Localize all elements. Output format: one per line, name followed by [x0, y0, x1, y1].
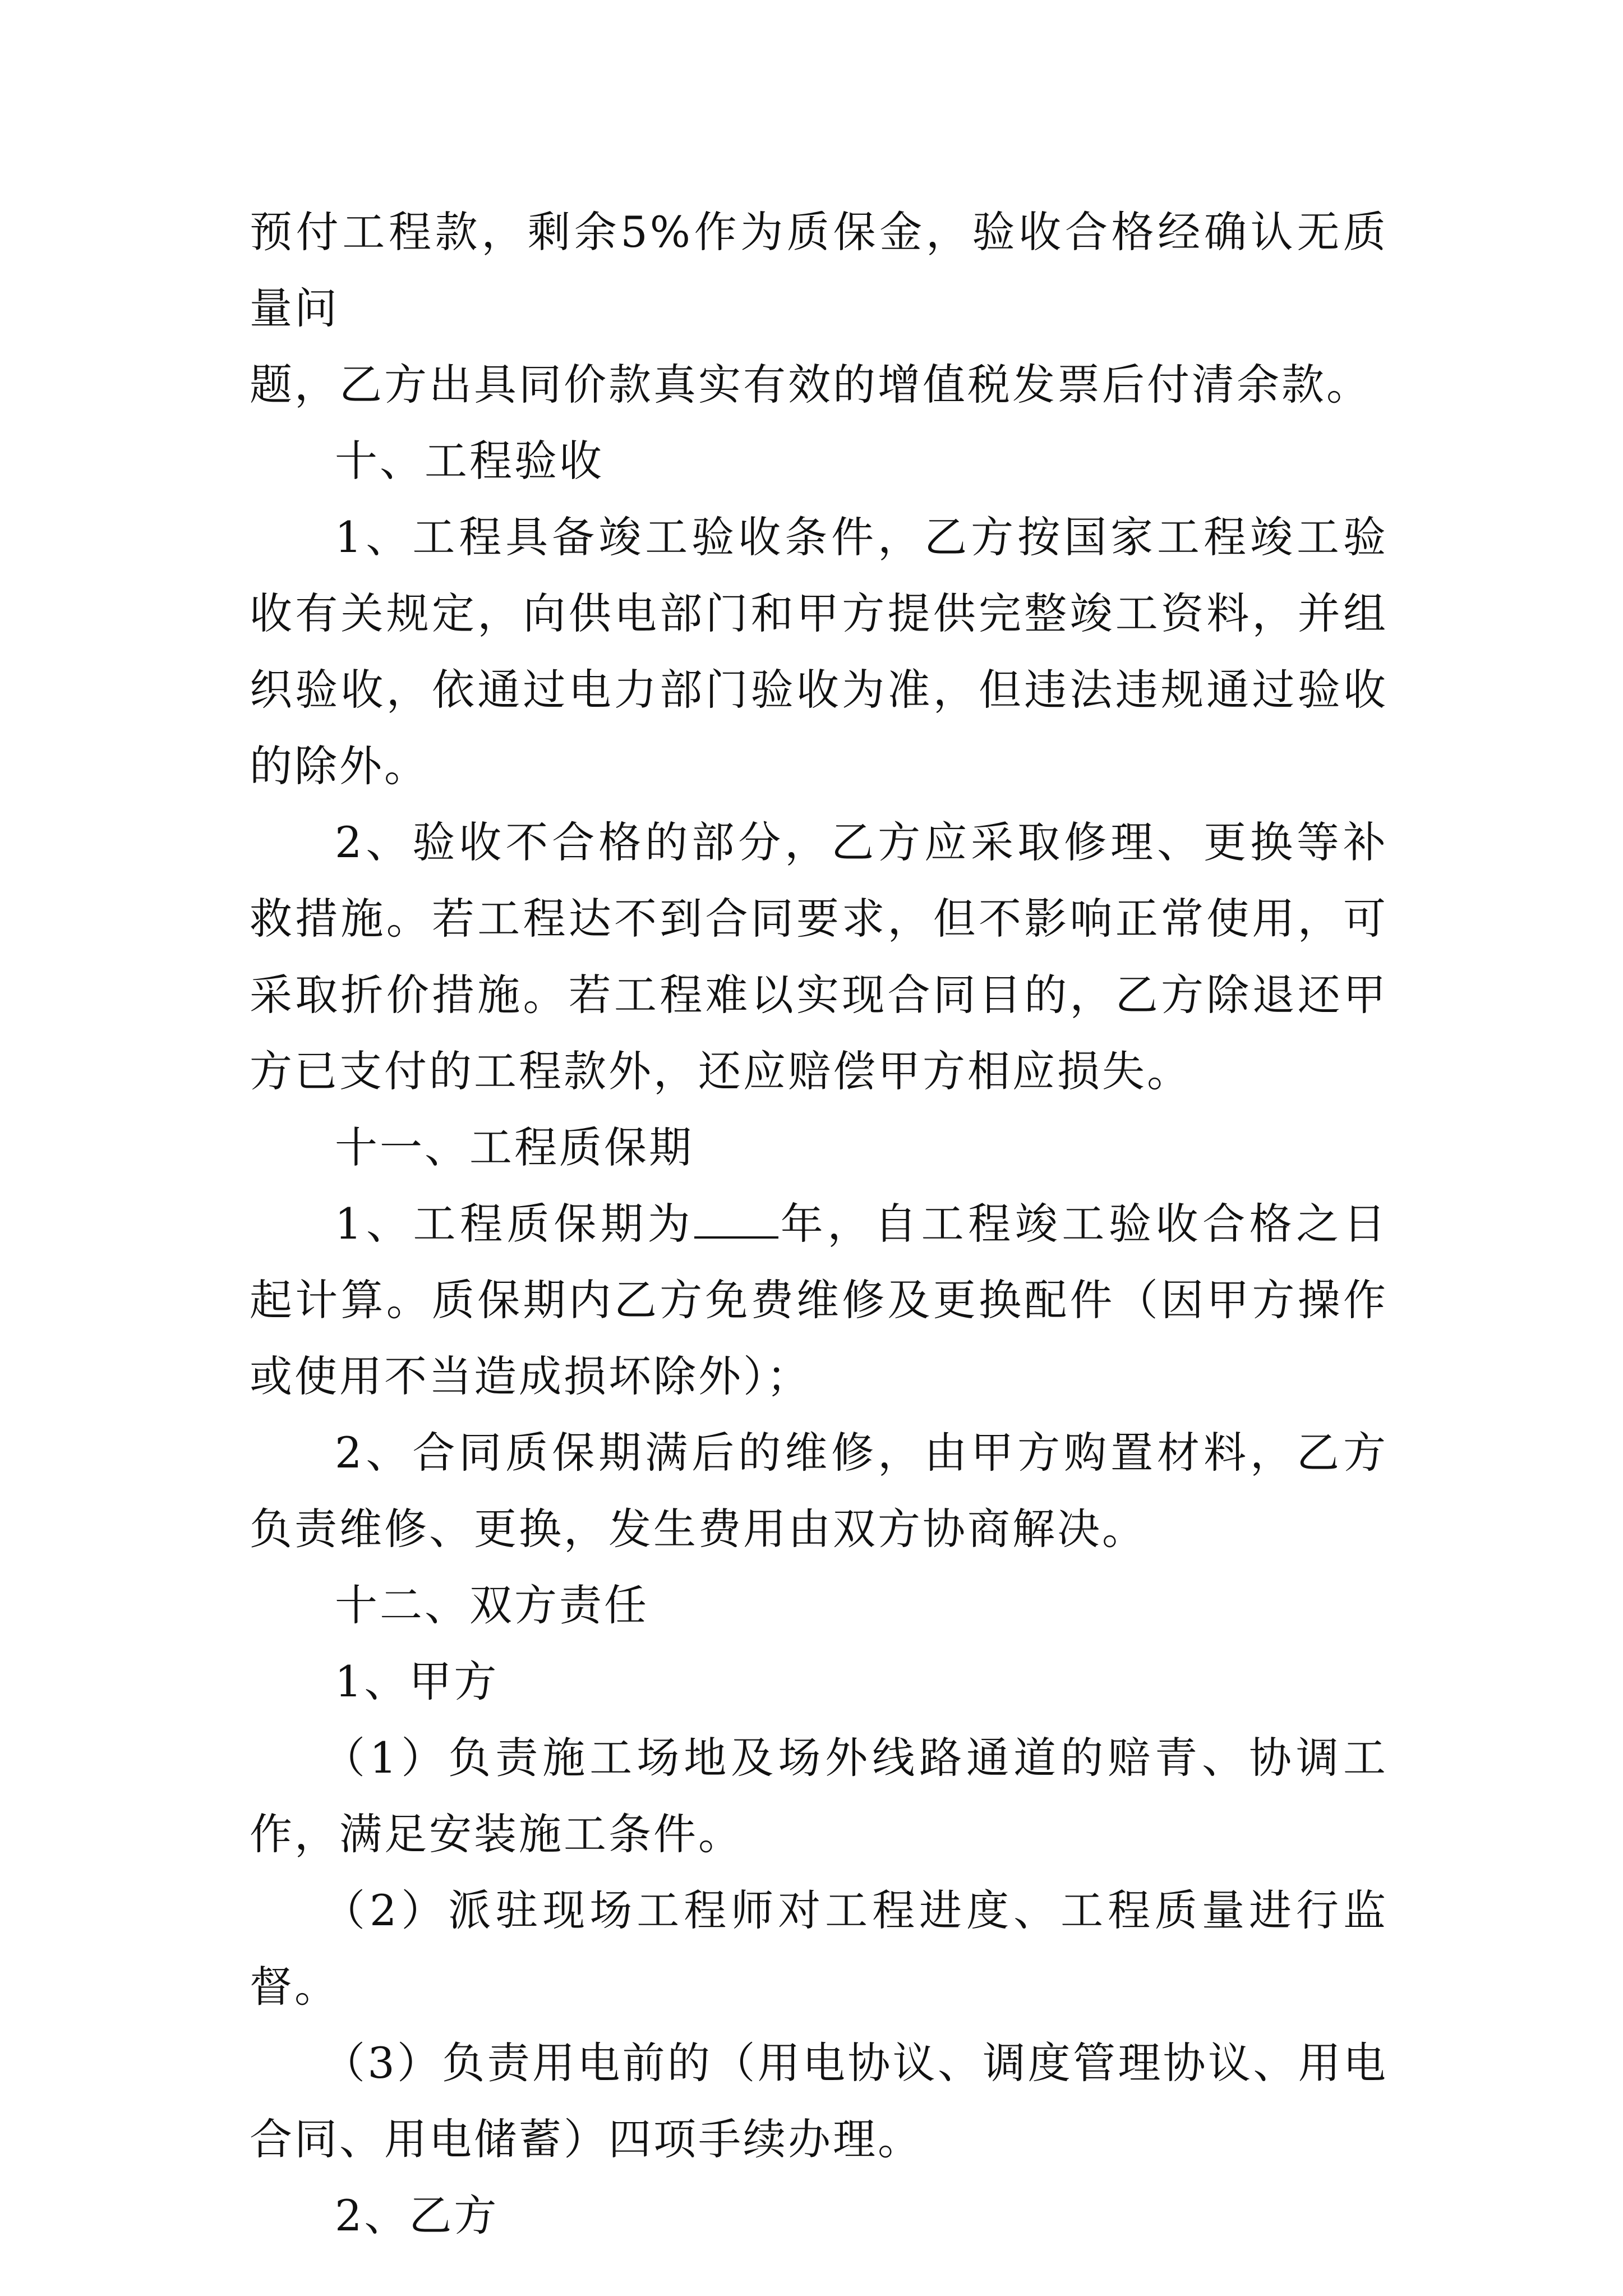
- paragraph-12-1: 1、甲方: [335, 1657, 499, 1706]
- paragraph-10-1: 1、工程具备竣工验收条件，乙方按国家工程竣工验收有关规定，向供电部门和甲方提供完整竣工资料，并组织验收，依通过电力部门验收为准，但违法违规通过验收的除外。: [250, 512, 1388, 791]
- section-heading-11: 十一、工程质保期: [335, 1122, 694, 1172]
- paragraph-12-2: 2、乙方: [335, 2191, 499, 2240]
- paragraph-12-1-2: （2）派驻现场工程师对工程进度、工程质量进行监督。: [250, 1885, 1388, 2012]
- document-body: [250, 194, 1388, 2254]
- section-heading-12: 十二、双方责任: [335, 1580, 649, 1630]
- paragraph-11-1: [250, 1186, 1388, 1415]
- fill-in-blank: [694, 1203, 778, 1239]
- section-heading-10: 十、工程验收: [335, 436, 604, 486]
- paragraph-12-1-1: （1）负责施工场地及场外线路通道的赔青、协调工作，满足安装施工条件。: [250, 1733, 1388, 1859]
- paragraph-12-1-3: （3）负责用电前的（用电协议、调度管理协议、用电合同、用电储蓄）四项手续办理。: [250, 2038, 1388, 2164]
- paragraph-11-1-start: 1、工程质保期为: [335, 1199, 695, 1249]
- paragraph-11-1-end: 年，自工程竣工验收合格之日起计算。质保期内乙方免费维修及更换配件（因甲方操作或使用不当造成损坏除外）；: [250, 1199, 1388, 1401]
- paragraph-continuation-line2: 题，乙方出具同价款真实有效的增值税发票后付清余款。: [250, 360, 1371, 409]
- paragraph-10-2: 2、验收不合格的部分，乙方应采取修理、更换等补救措施。若工程达不到合同要求，但不影响正常使用，可采取折价措施。若工程难以实现合同目的，乙方除退还甲方已支付的工程款外，还应赔偿甲方相应损失。: [250, 817, 1388, 1096]
- paragraph-11-2: 2、合同质保期满后的维修，由甲方购置材料，乙方负责维修、更换，发生费用由双方协商解决。: [250, 1428, 1388, 1554]
- paragraph-continuation-line1: 预付工程款，剩余5%作为质保金，验收合格经确认无质量问: [250, 207, 1388, 333]
